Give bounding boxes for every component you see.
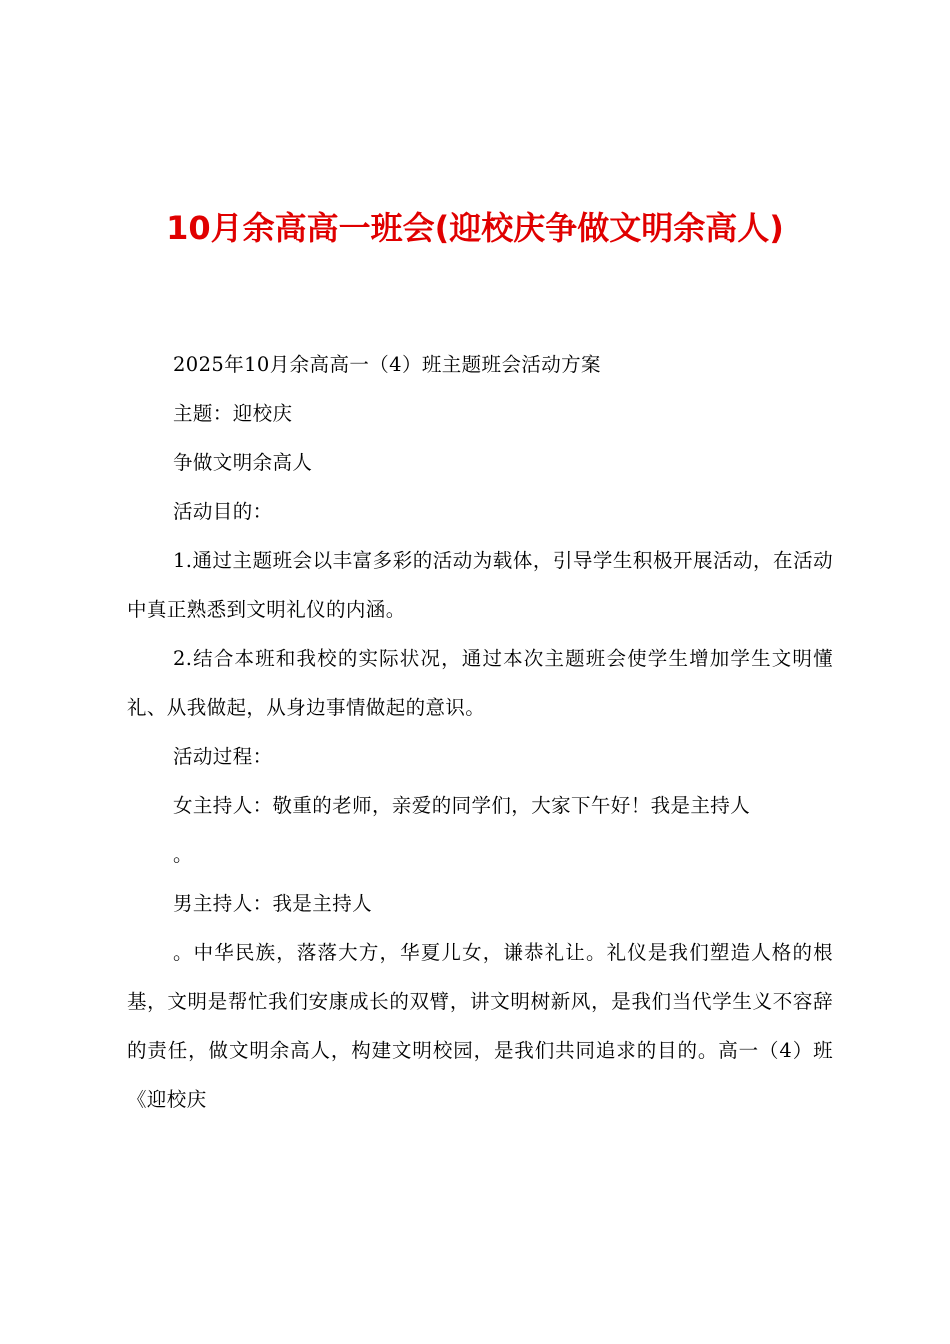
opening-speech-paragraph: 。中华民族，落落大方，华夏儿女，谦恭礼让。礼仪是我们塑造人格的根基，文明是帮忙我们安康成长的双臂，讲文明树新风，是我们当代学生义不容辞的责任，做文明余高人，构建文明校园，是我们共同追求的目的。高一（4）班《迎校庆: [127, 941, 833, 1111]
theme-paragraph: 主题：迎校庆: [173, 402, 293, 425]
male-host-paragraph: 男主持人：我是主持人: [173, 892, 373, 915]
female-host-continuation: 。: [173, 843, 193, 866]
purpose-heading: 活动目的：: [173, 500, 273, 523]
process-heading: 活动过程：: [173, 745, 273, 768]
theme-subtitle-paragraph: 争做文明余高人: [173, 451, 313, 474]
document-title: 10月余高高一班会(迎校庆争做文明余高人): [166, 209, 784, 247]
female-host-paragraph: 女主持人：敬重的老师，亲爱的同学们，大家下午好！我是主持人: [173, 794, 751, 817]
purpose-item-1: 1.通过主题班会以丰富多彩的活动为载体，引导学生积极开展活动，在活动中真正熟悉到文明礼仪的内涵。: [127, 549, 833, 621]
purpose-item-2: 2.结合本班和我校的实际状况，通过本次主题班会使学生增加学生文明懂礼、从我做起，从身边事情做起的意识。: [127, 647, 833, 719]
plan-heading-paragraph: 2025年10月余高高一（4）班主题班会活动方案: [173, 353, 601, 376]
document-body: [127, 340, 833, 1124]
